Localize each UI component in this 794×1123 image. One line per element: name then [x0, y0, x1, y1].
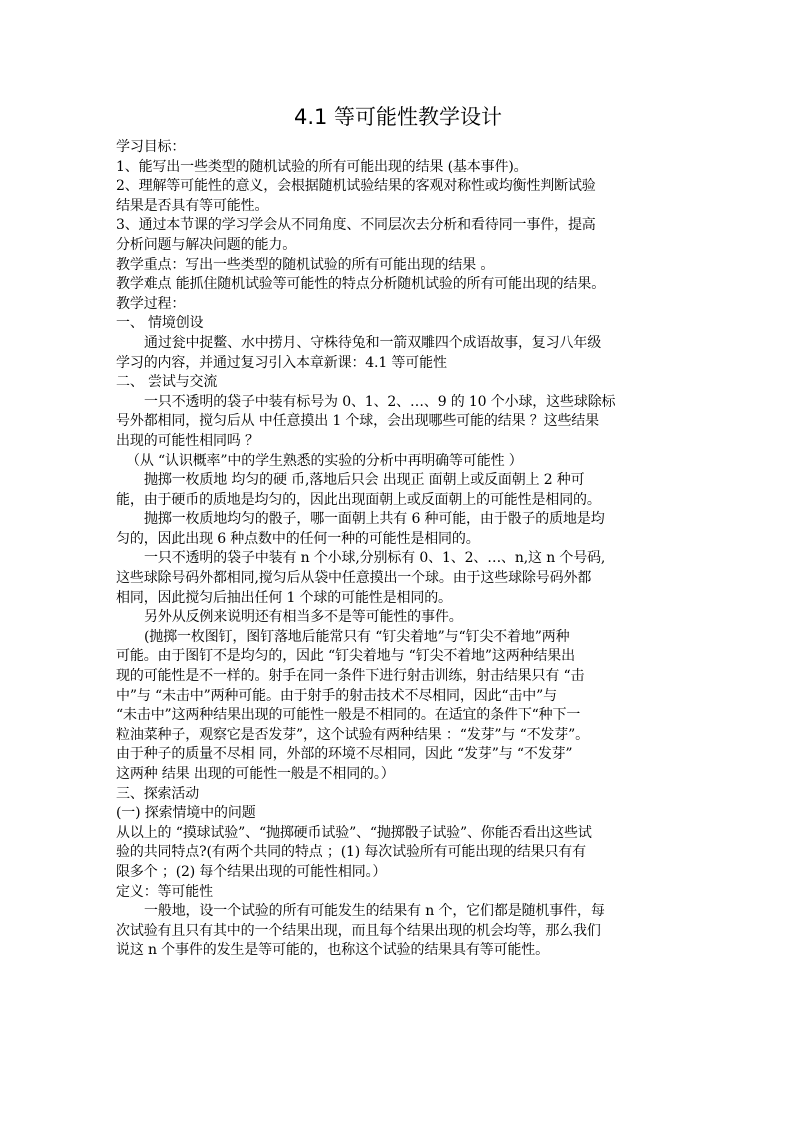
text-line: 出现的可能性相同吗 ？ — [116, 432, 259, 449]
document-title: 4.1 等可能性教学设计 — [293, 105, 503, 129]
text-line: “未击中”这两种结果出现的可能性一般是不相同的。在适宜的条件下“种下一 — [116, 707, 581, 724]
text-line: (一) 探索情境中的问题 — [116, 805, 256, 822]
text-line: 通过瓮中捉鳖、水中捞月、守株待兔和一箭双雕四个成语故事，复习八年级 — [144, 334, 602, 351]
text-line: 一、 情境创设 — [116, 315, 204, 332]
text-line: 二、 尝试与交流 — [116, 374, 218, 391]
text-line: 抛掷一枚质地均匀的骰子，哪一面朝上共有 6 种可能，由于骰子的质地是均 — [144, 511, 605, 528]
text-line: 另外从反例来说明还有相当多不是等可能性的事件。 — [144, 609, 463, 626]
text-line: 这些球除号码外都相同,搅匀后从袋中任意摸出一个球。由于这些球除号码外都 — [116, 570, 592, 587]
text-line: 这两种 结果 出现的可能性一般是不相同的。） — [116, 766, 395, 782]
text-line: 匀的，因此出现 6 种点数中的任何一种的可能性是相同的。 — [116, 530, 480, 547]
document-page — [116, 100, 680, 961]
text-line: 抛掷一枚质地 均匀的硬 币,落地后只会 出现正 面朝上或反面朝上 2 种可 — [144, 472, 585, 489]
text-line: 现的可能性是不一样的。射手在同一条件下进行射击训练，射击结果只有 “击 — [116, 668, 585, 685]
text-line: 定义：等可能性 — [116, 883, 213, 900]
text-line: 三、探索活动 — [116, 785, 200, 802]
text-line: 能，由于硬币的质地是均匀的，因此出现面朝上或反面朝上的可能性是相同的。 — [116, 491, 601, 508]
text-line: 分析问题与解决问题的能力。 — [116, 236, 297, 253]
text-line: 3、通过本节课的学习学会从不同角度、不同层次去分析和看待同一事件，提高 — [116, 217, 596, 234]
text-line: 相同，因此搅匀后抽出任何 1 个球的可能性是相同的。 — [116, 589, 452, 606]
text-line: 号外都相同，搅匀后从 中任意摸出 1 个球，会出现哪些可能的结果 ？这些结果 — [116, 413, 600, 430]
text-line: 一般地，设一个试验的所有可能发生的结果有 n 个，它们都是随机事件，每 — [144, 903, 605, 920]
text-line: 教学过程： — [116, 295, 186, 312]
text-line: 由于种子的质量不尽相 同，外部的环境不尽相同，因此 “发芽”与 “不发芽” — [116, 746, 573, 763]
text-line: 粒油菜种子，观察它是否发芽”，这个试验有两种结果 ：“发芽”与 “不发芽”。 — [116, 726, 589, 743]
text-line: 一只不透明的袋子中装有 n 个小球,分别标有 0、1、2、…、n,这 n 个号码, — [144, 550, 606, 567]
text-line: 一只不透明的袋子中装有标号为 0、1、2、…、9 的 10 个小球，这些球除标 — [144, 393, 616, 410]
text-line: 2、理解等可能性的意义，会根据随机试验结果的客观对称性或均衡性判断试验 — [116, 178, 596, 195]
text-line: （从 “认识概率”中的学生熟悉的实验的分析中再明确等可能性 ） — [126, 452, 523, 469]
text-line: 结果是否具有等可能性。 — [116, 197, 269, 214]
text-line: 1、能写出一些类型的随机试验的所有可能出现的结果 (基本事件)。 — [116, 158, 528, 175]
text-line: 学习的内容，并通过复习引入本章新课：4.1 等可能性 — [116, 354, 447, 371]
text-line: 中”与 “未击中”两种可能。由于射手的射击技术不尽相同，因此“击中”与 — [116, 687, 557, 704]
text-line: 说这 n 个事件的发生是等可能的，也称这个试验的结果具有等可能性。 — [116, 942, 549, 959]
text-line: (抛掷一枚图钉，图钉落地后能常只有 “钉尖着地”与“钉尖不着地”两种 — [144, 628, 570, 645]
text-line: 教学难点 能抓住随机试验等可能性的特点分析随机试验的所有可能出现的结果。 — [116, 276, 606, 293]
text-line: 学习目标： — [116, 139, 186, 155]
text-line: 限多个 ；(2) 每个结果出现的可能性相同。） — [116, 863, 387, 880]
text-line: 教学重点：写出一些类型的随机试验的所有可能出现的结果 。 — [116, 256, 495, 273]
document-body — [116, 138, 680, 961]
text-line: 次试验有且只有其中的一个结果出现，而且每个结果出现的机会均等，那么我们 — [116, 922, 601, 939]
text-line: 从以上的 “摸球试验”、“抛掷硬币试验”、“抛掷骰子试验”、你能否看出这些试 — [116, 824, 592, 841]
text-line: 可能。由于图钉不是均匀的，因此 “钉尖着地与 “钉尖不着地”这两种结果出 — [116, 648, 575, 665]
text-line: 验的共同特点?(有两个共同的特点 ；(1) 每次试验所有可能出现的结果只有有 — [116, 844, 586, 861]
